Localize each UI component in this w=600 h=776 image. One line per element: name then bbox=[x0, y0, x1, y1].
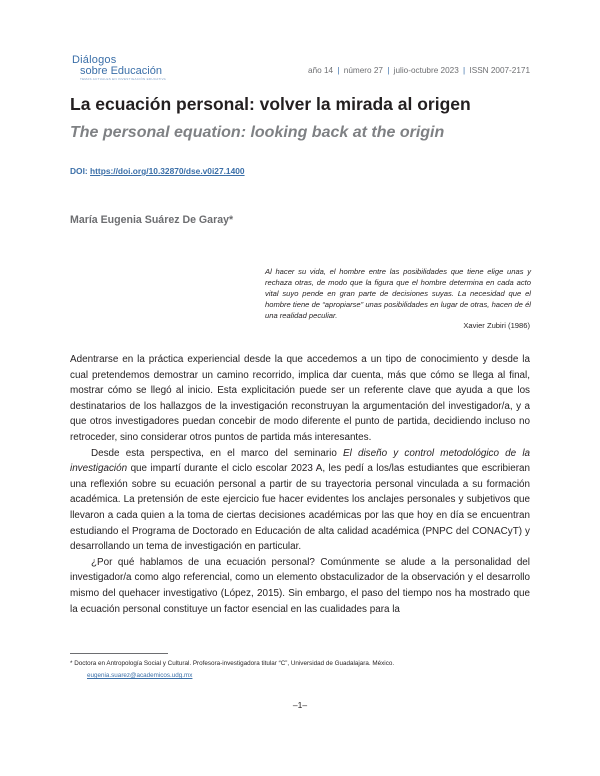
text-run: que impartí durante el ciclo escolar 2023 A, les pedí a los/las estudiantes que escribieran una reflexión sobre su ecuación personal a partir de su trayectoria personal vinculada a su formación académica. La pretensión de este ejercicio fue hacer evidentes los anclajes personales y subjetivos que llevaron a cada quien a la toma de ciertas decisiones académicas por las que hoy en día se encuentran estudiando el Programa de Doctorado en Educación de alta calidad académica (PNPC del CONACyT) y desarrollando un tema de investigación en particular. bbox=[70, 463, 530, 553]
epigraph-source: Xavier Zubiri (1986) bbox=[463, 321, 530, 330]
doi-link[interactable]: https://doi.org/10.32870/dse.v0i27.1400 bbox=[90, 166, 245, 176]
footnote-divider bbox=[70, 653, 168, 654]
issue-metadata bbox=[308, 66, 530, 75]
author-email-link[interactable]: eugenia.suarez@academicos.udg.mx bbox=[87, 672, 193, 679]
paragraph: Adentrarse en la práctica experiencial desde la que accedemos a un tipo de conocimiento y desde la cual pretendemos demostrar un camino recorrido, implica dar cuenta, más que cómo se llega al final, mostrar cómo se llegó al inicio. Esta explicitación puede ser un referente clave que ayuda a que los destinatarios de los hallazgos de la investigación reconstruyan la argumentación del investigador/a, y a que otros investigadores puedan concebir de modo diferente el punto de partida, decidiendo incluso no retroceder, sino considerar otros puntos de partida más interesantes. bbox=[70, 354, 530, 443]
year: año 14 bbox=[308, 66, 334, 75]
logo-line2: sobre Educación bbox=[80, 65, 162, 77]
separator: | bbox=[387, 66, 390, 75]
paragraph: ¿Por qué hablamos de una ecuación personal? Comúnmente se alude a la personalidad del investigador/a como algo referencial, como un elemento obstaculizador de la observación y el desarrollo mismo del quehacer investigativo (López, 2015). Sin embargo, el paso del tiempo nos ha mostrado que la ecuación personal constituye un factor esencial en las cualidades para la bbox=[70, 556, 530, 615]
epigraph-quote: Al hacer su vida, el hombre entre las posibilidades que tiene elige unas y rechaza otras, de modo que la figura que el hombre determina en cada acto vital suyo pende en gran parte de decisiones suyas. La necesidad que el hombre tiene de “apropiarse” unas posibilidades en lugar de otras, hacen de él una realidad peculiar. bbox=[265, 267, 531, 321]
article-subtitle: The personal equation: looking back at the origin bbox=[70, 124, 445, 141]
issn: ISSN 2007-2171 bbox=[469, 66, 530, 75]
text-run: Desde esta perspectiva, en el marco del seminario bbox=[91, 447, 344, 459]
author-name: María Eugenia Suárez De Garay* bbox=[70, 214, 234, 226]
issue-number: número 27 bbox=[343, 66, 383, 75]
article-title: La ecuación personal: volver la mirada al origen bbox=[70, 94, 471, 114]
footnote bbox=[70, 658, 530, 682]
footnote-text: * Doctora en Antropología Social y Cultural. Profesora-investigadora titular “C”, Universidad de Guadalajara. México. bbox=[70, 660, 395, 667]
period: julio-octubre 2023 bbox=[393, 66, 459, 75]
doi-label: DOI: bbox=[70, 166, 88, 176]
page-number: –1– bbox=[292, 700, 308, 710]
journal-logo bbox=[72, 55, 166, 81]
seminar-title: El diseño y control metodológico de la investigación bbox=[70, 447, 531, 475]
separator: | bbox=[337, 66, 340, 75]
paragraph bbox=[70, 446, 530, 555]
doi bbox=[70, 166, 245, 176]
separator: | bbox=[463, 66, 466, 75]
logo-tagline: TEMAS ACTUALES EN INVESTIGACIÓN EDUCATIVA bbox=[80, 77, 167, 81]
logo-line1: Diálogos bbox=[72, 54, 117, 66]
body-text bbox=[70, 352, 530, 617]
